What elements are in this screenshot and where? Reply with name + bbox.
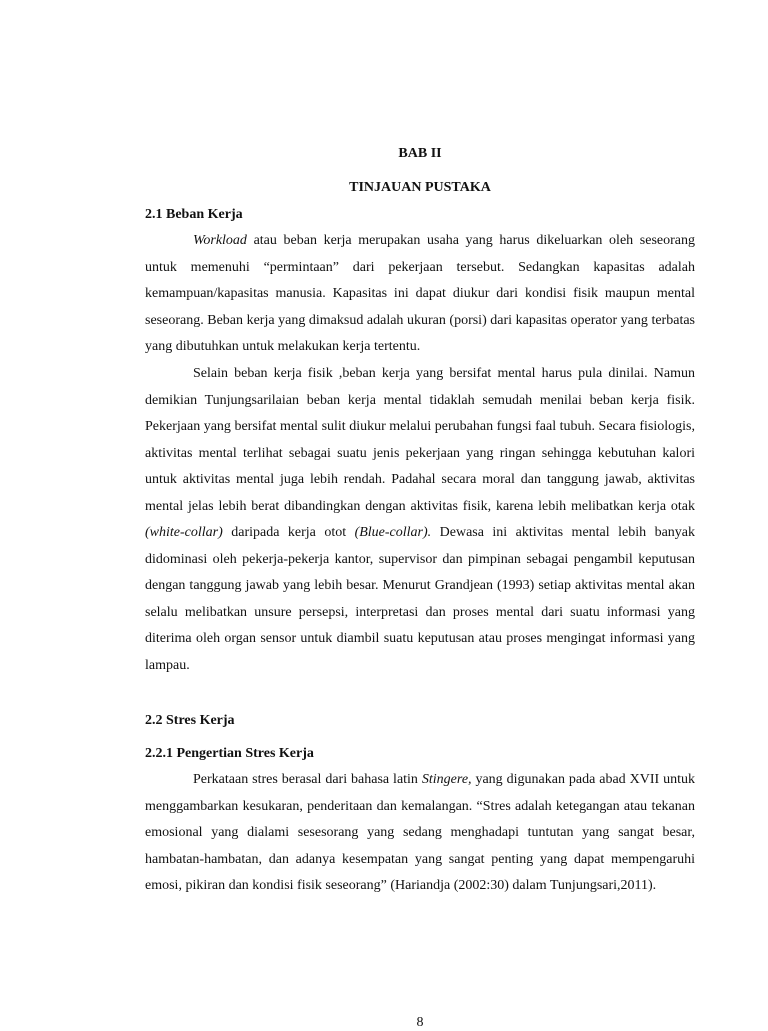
italic-term: Stingere, — [421, 772, 472, 787]
text-run: Selain beban kerja fisik ,beban kerja yang bersifat mental harus pula dinilai. Namun demikian Tunjungsarilaian beban kerja mental tidaklah semudah menilai beban kerja fisik. Pekerjaan yang bersifat mental sulit diukur melalui perubahan fungsi faal tubuh. Secara fisiologis, aktivitas mental terlihat sebagai suatu jenis pekerjaan yang ringan sehingga kebutuhan kalori untuk aktivitas mental juga lebih rendah. Padahal secara moral dan tanggung jawab, aktivitas mental jelas lebih berat dibandingkan dengan aktivitas fisik, karena lebih melibatkan kerja otak — [145, 366, 695, 514]
text-run: Dewasa ini aktivitas mental lebih banyak didominasi oleh pekerja-pekerja kantor, supervisor dan pimpinan sebagai pengambil keputusan dengan tanggung jawab yang lebih besar. Menurut Grandjean (1993) setiap aktivitas mental akan selalu melibatkan unsure persepsi, interpretasi dan proses mental dari suatu informasi yang diterima oleh organ sensor untuk diambil suatu keputusan atau proses mengingat informasi yang lampau. — [145, 525, 695, 673]
chapter-title: TINJAUAN PUSTAKA — [349, 180, 491, 195]
section-heading-beban-kerja: 2.1 Beban Kerja — [145, 207, 243, 222]
chapter-number: BAB II — [398, 146, 442, 161]
page-number: 8 — [416, 1015, 424, 1030]
text-run: Perkataan stres berasal dari bahasa latin — [193, 772, 422, 787]
text-run: atau beban kerja merupakan usaha yang harus dikeluarkan oleh seseorang untuk memenuhi “permintaan” dari pekerjaan tersebut. Sedangkan kapasitas adalah kemampuan/kapasitas manusia. Kapasitas ini dapat diukur dari kondisi fisik maupun mental seseorang. Beban kerja yang dimaksud adalah ukuran (porsi) dari kapasitas operator yang terbatas yang dibutuhkan untuk melakukan kerja tertentu. — [145, 233, 695, 354]
italic-term: (white-collar) — [145, 525, 223, 540]
text-run: yang digunakan pada abad XVII untuk menggambarkan kesukaran, penderitaan dan kemalangan. “Stres adalah ketegangan atau tekanan emosional yang dialami sesesorang yang sedang menghadapi tuntutan yang sangat besar, hambatan-hambatan, dan adanya kesempatan yang sangat penting yang dapat mempengaruhi emosi, pikiran dan kondisi fisik seseorang” (Hariandja (2002:30) dalam Tunjungsari,2011). — [145, 772, 695, 893]
paragraph-stres-definition — [145, 767, 695, 900]
text-run: daripada kerja otot — [222, 525, 355, 540]
paragraph-beban-mental — [145, 361, 695, 679]
paragraph-workload — [145, 228, 695, 361]
subsection-heading-pengertian: 2.2.1 Pengertian Stres Kerja — [145, 746, 314, 761]
italic-term: Workload — [193, 233, 247, 248]
section-heading-stres-kerja: 2.2 Stres Kerja — [145, 713, 235, 728]
italic-term: (Blue-collar). — [354, 525, 432, 540]
